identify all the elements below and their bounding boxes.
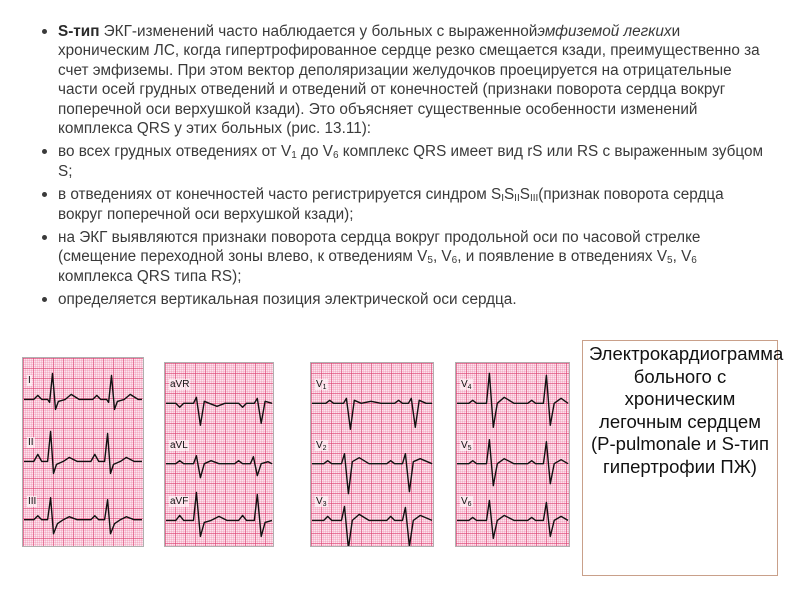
lead-V1-label — [315, 379, 328, 390]
ecg-trace-III — [24, 495, 142, 534]
text-run: ЭКГ-изменений часто наблюдается у больных с выраженной — [99, 23, 538, 40]
bullet-text — [58, 291, 517, 308]
ecg-trace-V2 — [312, 454, 432, 494]
lead-number: 6 — [467, 501, 472, 509]
lead-name: aVL — [170, 439, 188, 451]
ecg-trace-I — [24, 373, 142, 409]
bullet-item — [42, 22, 764, 138]
bullet-text — [58, 229, 700, 285]
ecg-panel-limb-leads — [22, 357, 144, 547]
lead-V6-label — [460, 496, 473, 507]
bullet-dot — [42, 29, 47, 34]
text-run: S — [503, 186, 515, 204]
ecg-panel-augmented-leads — [164, 362, 274, 547]
bullet-item — [42, 228, 764, 286]
ecg-trace-aVL — [166, 456, 272, 478]
ecg-traces — [23, 358, 143, 546]
lead-III-label — [27, 496, 37, 507]
italic-term: эмфиземой легких — [537, 23, 672, 40]
text-run: во всех грудных отведениях от V — [58, 143, 292, 161]
lead-I-label — [27, 375, 32, 386]
ecg-trace-aVR — [166, 397, 272, 425]
lead-name: V — [316, 439, 323, 451]
lead-aVR-label — [169, 379, 190, 390]
lead-name: V — [461, 439, 468, 451]
text-run: до V — [296, 143, 333, 161]
ecg-traces — [165, 363, 273, 546]
subscript: 1 — [291, 150, 297, 162]
text-run: , V — [432, 248, 452, 266]
lead-name: V — [316, 379, 323, 391]
text-run: и хроническим ЛС, когда гипертрофированное сердце резко смещается кзади, преимущественно за счет эмфиземы. При этом вектор деполяризации желудочков проецируется на отрицательные части осей грудных отведений и отведений от конечностей (признаки поворота сердца вокруг поперечной оси верхушкой кзади). Это объясняет существенные особенности изменений комплекса QRS у этих больных (рис. 13.11): — [58, 23, 760, 138]
ecg-trace-II — [24, 431, 142, 473]
ecg-panel-chest-leads-v1-v3 — [310, 362, 434, 547]
text-run: на ЭКГ выявляются признаки поворота сердца вокруг продольной оси по часовой стрелке (смещение переходной зоны влево, к отведениям V — [58, 229, 701, 266]
lead-number: 2 — [322, 444, 327, 452]
bullet-dot — [42, 192, 47, 197]
figure-caption — [582, 340, 784, 576]
ecg-trace-V4 — [457, 373, 568, 427]
subscript: I — [501, 193, 504, 205]
ecg-panel-chest-leads-v4-v6 — [455, 362, 570, 547]
ecg-trace-V6 — [457, 500, 568, 538]
lead-name: III — [28, 495, 37, 507]
subscript: 6 — [691, 255, 697, 267]
subscript: 5 — [427, 255, 433, 267]
bullet-text — [58, 143, 763, 179]
subscript: III — [529, 193, 539, 205]
lead-number: 1 — [322, 384, 327, 392]
lead-name: II — [28, 437, 34, 449]
lead-name: V — [316, 496, 323, 508]
text-run: , V — [672, 248, 692, 266]
lead-V3-label — [315, 496, 328, 507]
bullet-item — [42, 142, 764, 181]
bullet-dot — [42, 235, 47, 240]
bullet-item — [42, 185, 764, 224]
text-run: (признак поворота сердца вокруг поперечной оси верхушкой кзади); — [58, 186, 724, 223]
bold-term: S-тип — [58, 23, 100, 40]
text-run: комплекса QRS типа RS); — [58, 267, 242, 285]
lead-II-label — [27, 437, 35, 448]
text-run: определяется вертикальная позиция электрической оси сердца. — [58, 291, 517, 309]
text-run: , и появление в отведениях V — [457, 248, 668, 266]
bullet-dot — [42, 297, 47, 302]
text-run: S — [519, 186, 530, 204]
lead-name: I — [28, 375, 31, 387]
lead-number: 4 — [467, 384, 472, 392]
caption-text: Электрокардиограмма больного с хроническим легочным сердцем (P-pulmonale и S-тип гипертрофии ПЖ) — [589, 343, 784, 477]
ecg-trace-V3 — [312, 506, 432, 546]
lead-V5-label — [460, 440, 473, 451]
lead-V2-label — [315, 440, 328, 451]
text-run: в отведениях от конечностей часто регистрируется синдром S — [58, 186, 502, 204]
lead-number: 5 — [467, 444, 472, 452]
lead-number: 3 — [322, 501, 327, 509]
ecg-traces — [456, 363, 569, 546]
lead-name: aVF — [170, 496, 189, 508]
lead-aVL-label — [169, 440, 189, 451]
lead-name: V — [461, 379, 468, 391]
lead-aVF-label — [169, 496, 189, 507]
subscript: 5 — [667, 255, 673, 267]
lead-V4-label — [460, 379, 473, 390]
lead-name: aVR — [170, 379, 190, 391]
ecg-trace-V5 — [457, 440, 568, 486]
subscript: II — [514, 193, 520, 205]
bullet-text — [58, 23, 760, 137]
bullet-text — [58, 186, 724, 222]
bullet-list — [42, 22, 764, 314]
bullet-item — [42, 290, 764, 309]
bullet-dot — [42, 149, 47, 154]
subscript: 6 — [332, 150, 339, 162]
lead-name: V — [461, 496, 468, 508]
subscript: 6 — [451, 255, 458, 267]
ecg-trace-V1 — [312, 398, 432, 429]
text-run: комплекс QRS имеет вид rS или RS с выраженным зубцом S; — [58, 143, 763, 180]
ecg-traces — [311, 363, 433, 546]
